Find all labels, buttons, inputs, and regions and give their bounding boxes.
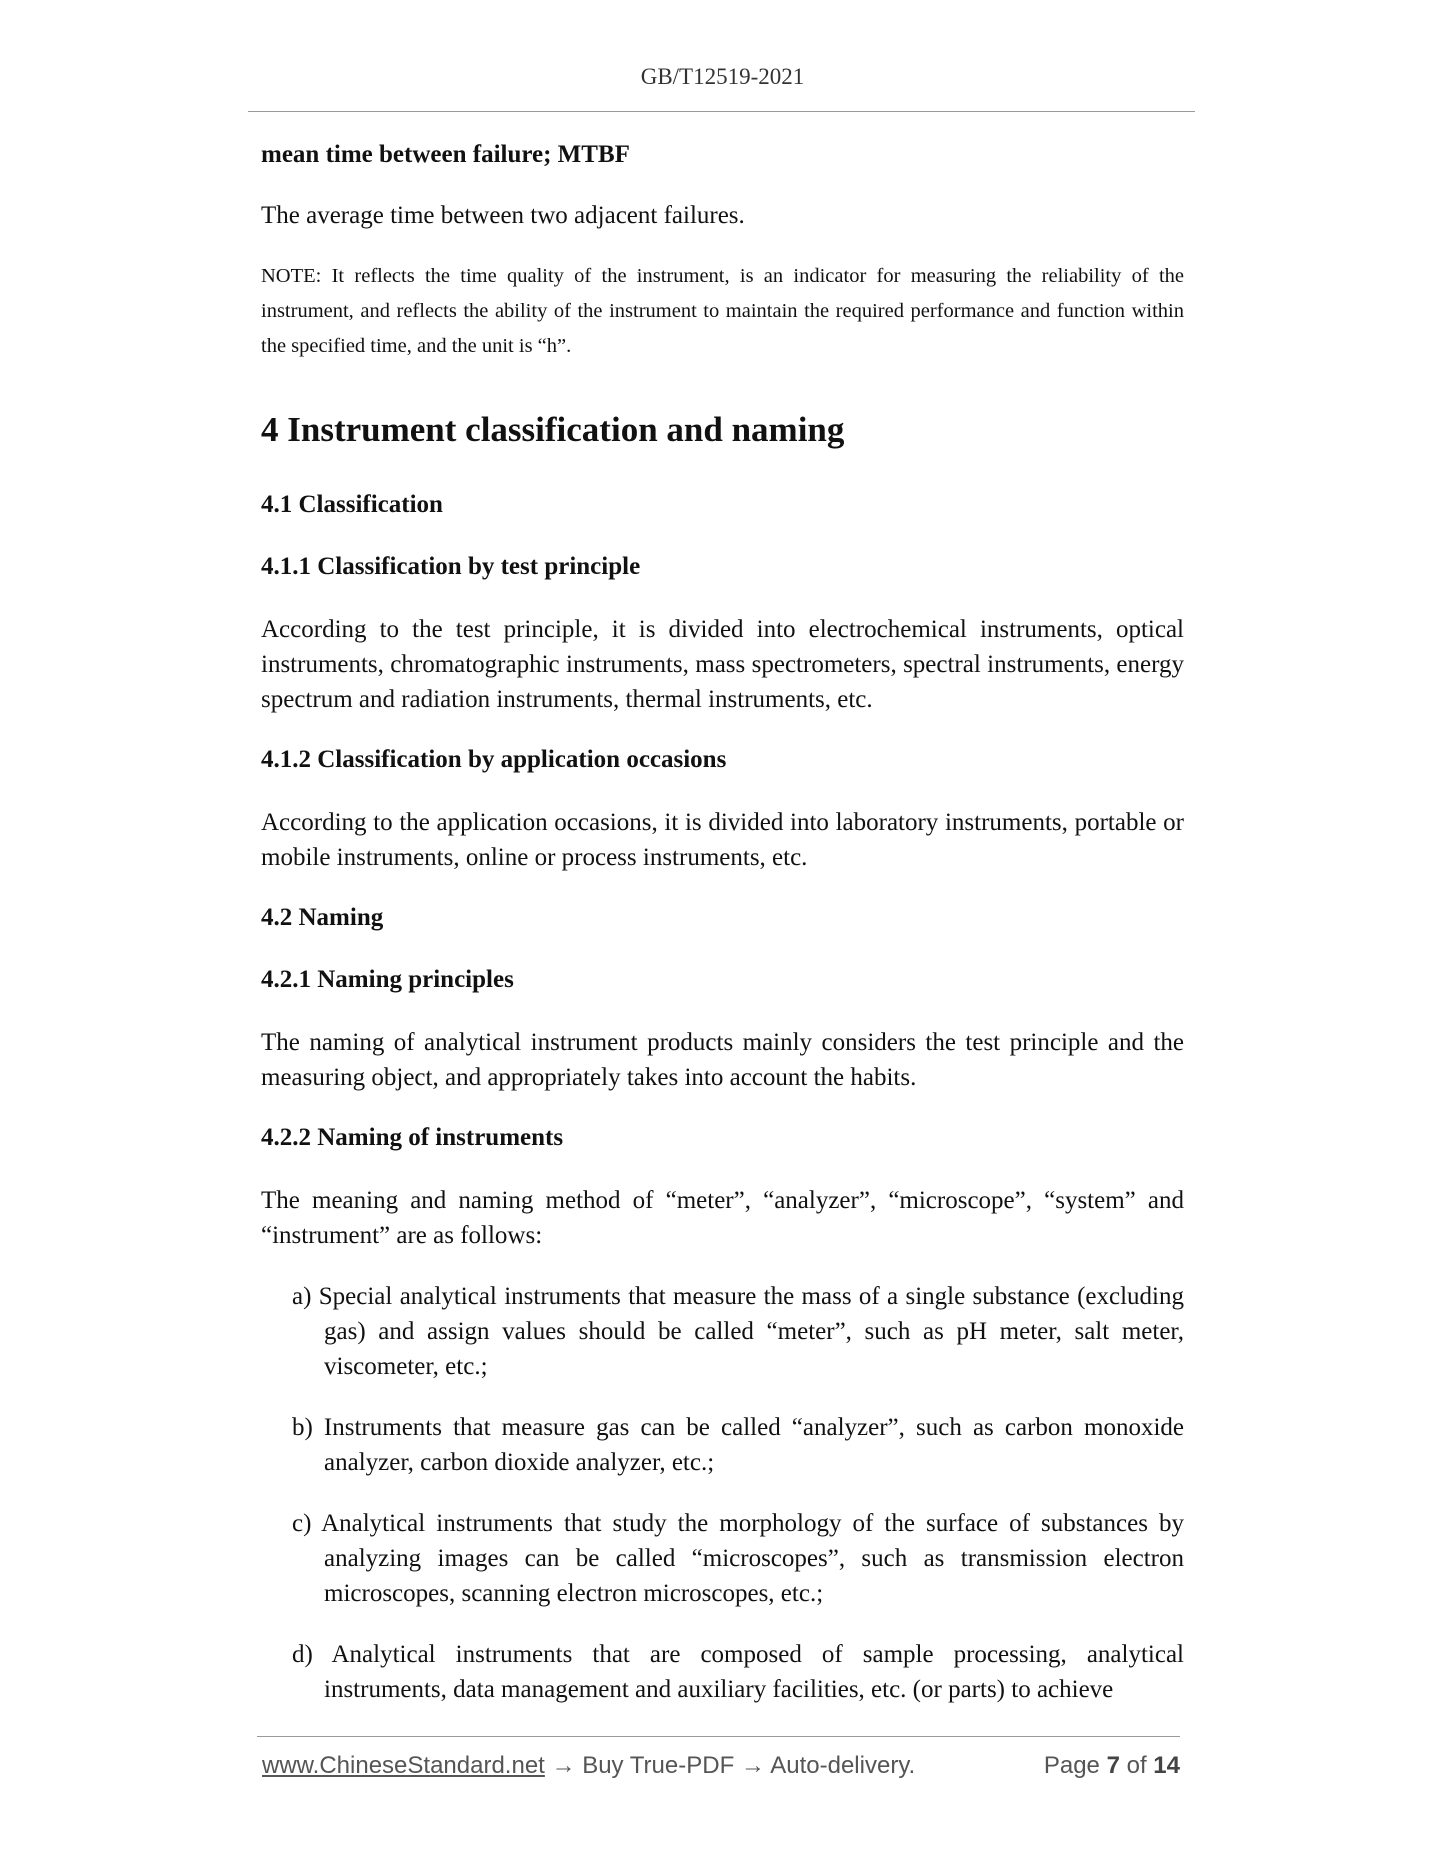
section-4-heading: 4 Instrument classification and naming [261, 410, 845, 449]
arrow-right-icon: → [740, 1752, 765, 1779]
definition-text: The average time between two adjacent failures. [261, 202, 745, 229]
page-label: Page [1043, 1752, 1100, 1779]
list-item: a) Special analytical instruments that measure the mass of a single substance (excluding gas) and assign values should be called “meter”, such as pH meter, salt meter, viscometer, etc.; [292, 1283, 1184, 1380]
section-4-1-2-text: According to the application occasions, it is divided into laboratory instruments, portable or mobile instruments, online or process instruments, etc. [261, 809, 1184, 871]
section-4-2-heading: 4.2 Naming [261, 904, 384, 931]
header-divider [248, 111, 1195, 112]
page-content [261, 138, 1184, 1733]
page-number: 7 [1106, 1752, 1120, 1779]
section-4-2-2-intro: The meaning and naming method of “meter”, “analyzer”, “microscope”, “system” and “instrument” are as follows: [261, 1187, 1184, 1249]
page-total: 14 [1153, 1752, 1180, 1779]
section-4-1-1-text: According to the test principle, it is divided into electrochemical instruments, optical instruments, chromatographic instruments, mass spectrometers, spectral instruments, energy spectrum and radiation instruments, thermal instruments, etc. [261, 616, 1184, 713]
of-label: of [1126, 1752, 1147, 1779]
buy-pdf-text: Buy True-PDF [582, 1752, 735, 1779]
section-4-1-2-heading: 4.1.2 Classification by application occasions [261, 746, 727, 773]
delivery-text: Auto-delivery. [770, 1752, 916, 1779]
section-4-1-heading: 4.1 Classification [261, 491, 443, 518]
definition-note: NOTE: It reflects the time quality of the instrument, is an indicator for measuring the reliability of the instrument, and reflects the ability of the instrument to maintain the required performance and function within the specified time, and the unit is “h”. [261, 265, 1184, 357]
list-item: c) Analytical instruments that study the morphology of the surface of substances by analyzing images can be called “microscopes”, such as transmission electron microscopes, scanning electron microscopes, etc.; [292, 1510, 1184, 1607]
definition-term: mean time between failure; MTBF [261, 141, 630, 168]
document-id: GB/T12519-2021 [640, 64, 805, 89]
footer-promo [262, 1752, 915, 1780]
naming-list [261, 1279, 1184, 1707]
document-header [0, 64, 1445, 90]
page-indicator [1044, 1752, 1180, 1780]
section-4-2-2-heading: 4.2.2 Naming of instruments [261, 1124, 564, 1151]
website-link[interactable]: www.ChineseStandard.net [262, 1752, 545, 1779]
arrow-right-icon: → [551, 1752, 576, 1779]
section-4-2-1-heading: 4.2.1 Naming principles [261, 966, 514, 993]
footer-divider [257, 1736, 1180, 1737]
list-item: b) Instruments that measure gas can be called “analyzer”, such as carbon monoxide analyzer, carbon dioxide analyzer, etc.; [292, 1414, 1184, 1476]
list-item: d) Analytical instruments that are composed of sample processing, analytical instruments, data management and auxiliary facilities, etc. (or parts) to achieve [292, 1641, 1184, 1703]
section-4-2-1-text: The naming of analytical instrument products mainly considers the test principle and the measuring object, and appropriately takes into account the habits. [261, 1029, 1184, 1091]
section-4-1-1-heading: 4.1.1 Classification by test principle [261, 553, 641, 580]
